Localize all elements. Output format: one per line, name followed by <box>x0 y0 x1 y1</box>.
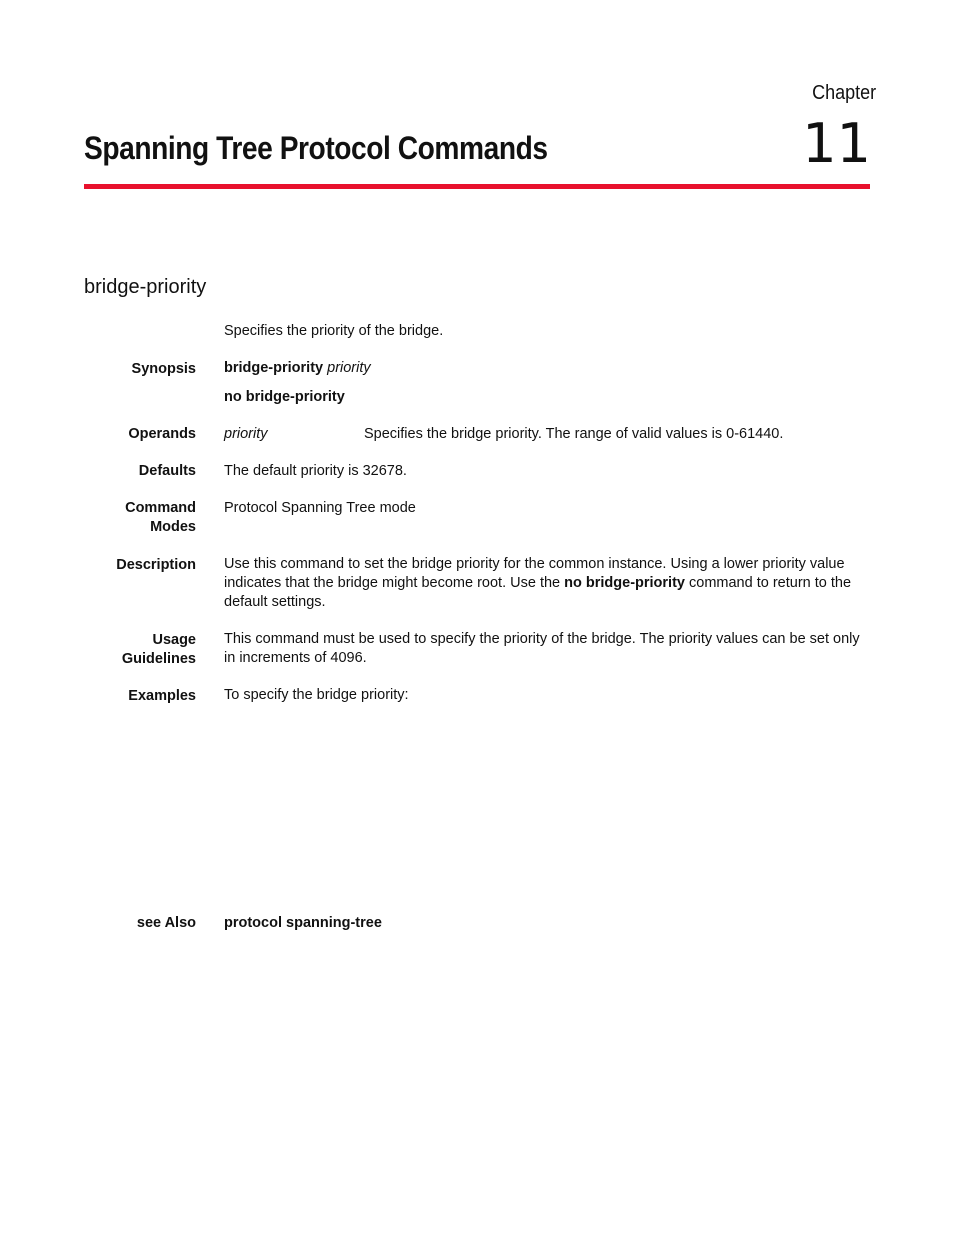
chapter-number: 11 <box>802 112 871 175</box>
defaults-text: The default priority is 32678. <box>224 463 407 479</box>
description-text-after: command to return to the default settings. <box>224 575 852 610</box>
operand-name-text: priority <box>224 426 268 442</box>
operands-label: Operands <box>128 426 196 442</box>
operand-description: Specifies the bridge priority. The range of valid values is 0-61440. <box>364 426 784 442</box>
synopsis-command-arg: priority <box>327 360 371 376</box>
synopsis-command-name: bridge-priority <box>224 360 324 376</box>
page-title: Spanning Tree Protocol Commands <box>84 130 548 166</box>
synopsis-no-command <box>224 388 345 407</box>
description-label: Description <box>116 557 196 573</box>
synopsis-no-command-name: no bridge-priority <box>224 389 345 405</box>
synopsis-label: Synopsis <box>131 361 196 377</box>
see-also-link[interactable] <box>224 914 382 933</box>
defaults-label: Defaults <box>138 463 196 479</box>
command-modes-label-line2: Modes <box>150 519 196 535</box>
usage-guidelines-label <box>0 631 196 669</box>
command-modes-text: Protocol Spanning Tree mode <box>224 500 416 516</box>
description-text-before: Use this command to set the bridge priority for the common instance. Using a lower priority value indicates that the bridge might become root. Use the <box>224 556 845 591</box>
operand-name <box>224 425 268 444</box>
chapter-label: Chapter <box>811 82 876 104</box>
title-rule <box>84 184 870 189</box>
command-modes-label-line1: Command <box>125 500 196 516</box>
examples-text: To specify the bridge priority: <box>224 687 409 703</box>
description-text <box>224 555 874 612</box>
command-modes-label <box>0 499 196 537</box>
usage-label-line1: Usage <box>152 632 196 648</box>
see-also-label: see Also <box>136 915 196 931</box>
synopsis-command <box>224 359 371 378</box>
see-also-link-text[interactable]: protocol spanning-tree <box>224 915 382 931</box>
usage-guidelines-text: This command must be used to specify the priority of the bridge. The priority values can be set only in increments of 4096. <box>224 631 860 666</box>
examples-label: Examples <box>128 688 196 704</box>
section-summary: Specifies the priority of the bridge. <box>224 323 444 339</box>
section-title: bridge-priority <box>84 276 207 298</box>
usage-label-line2: Guidelines <box>121 651 196 667</box>
description-command: no bridge-priority <box>564 575 685 591</box>
